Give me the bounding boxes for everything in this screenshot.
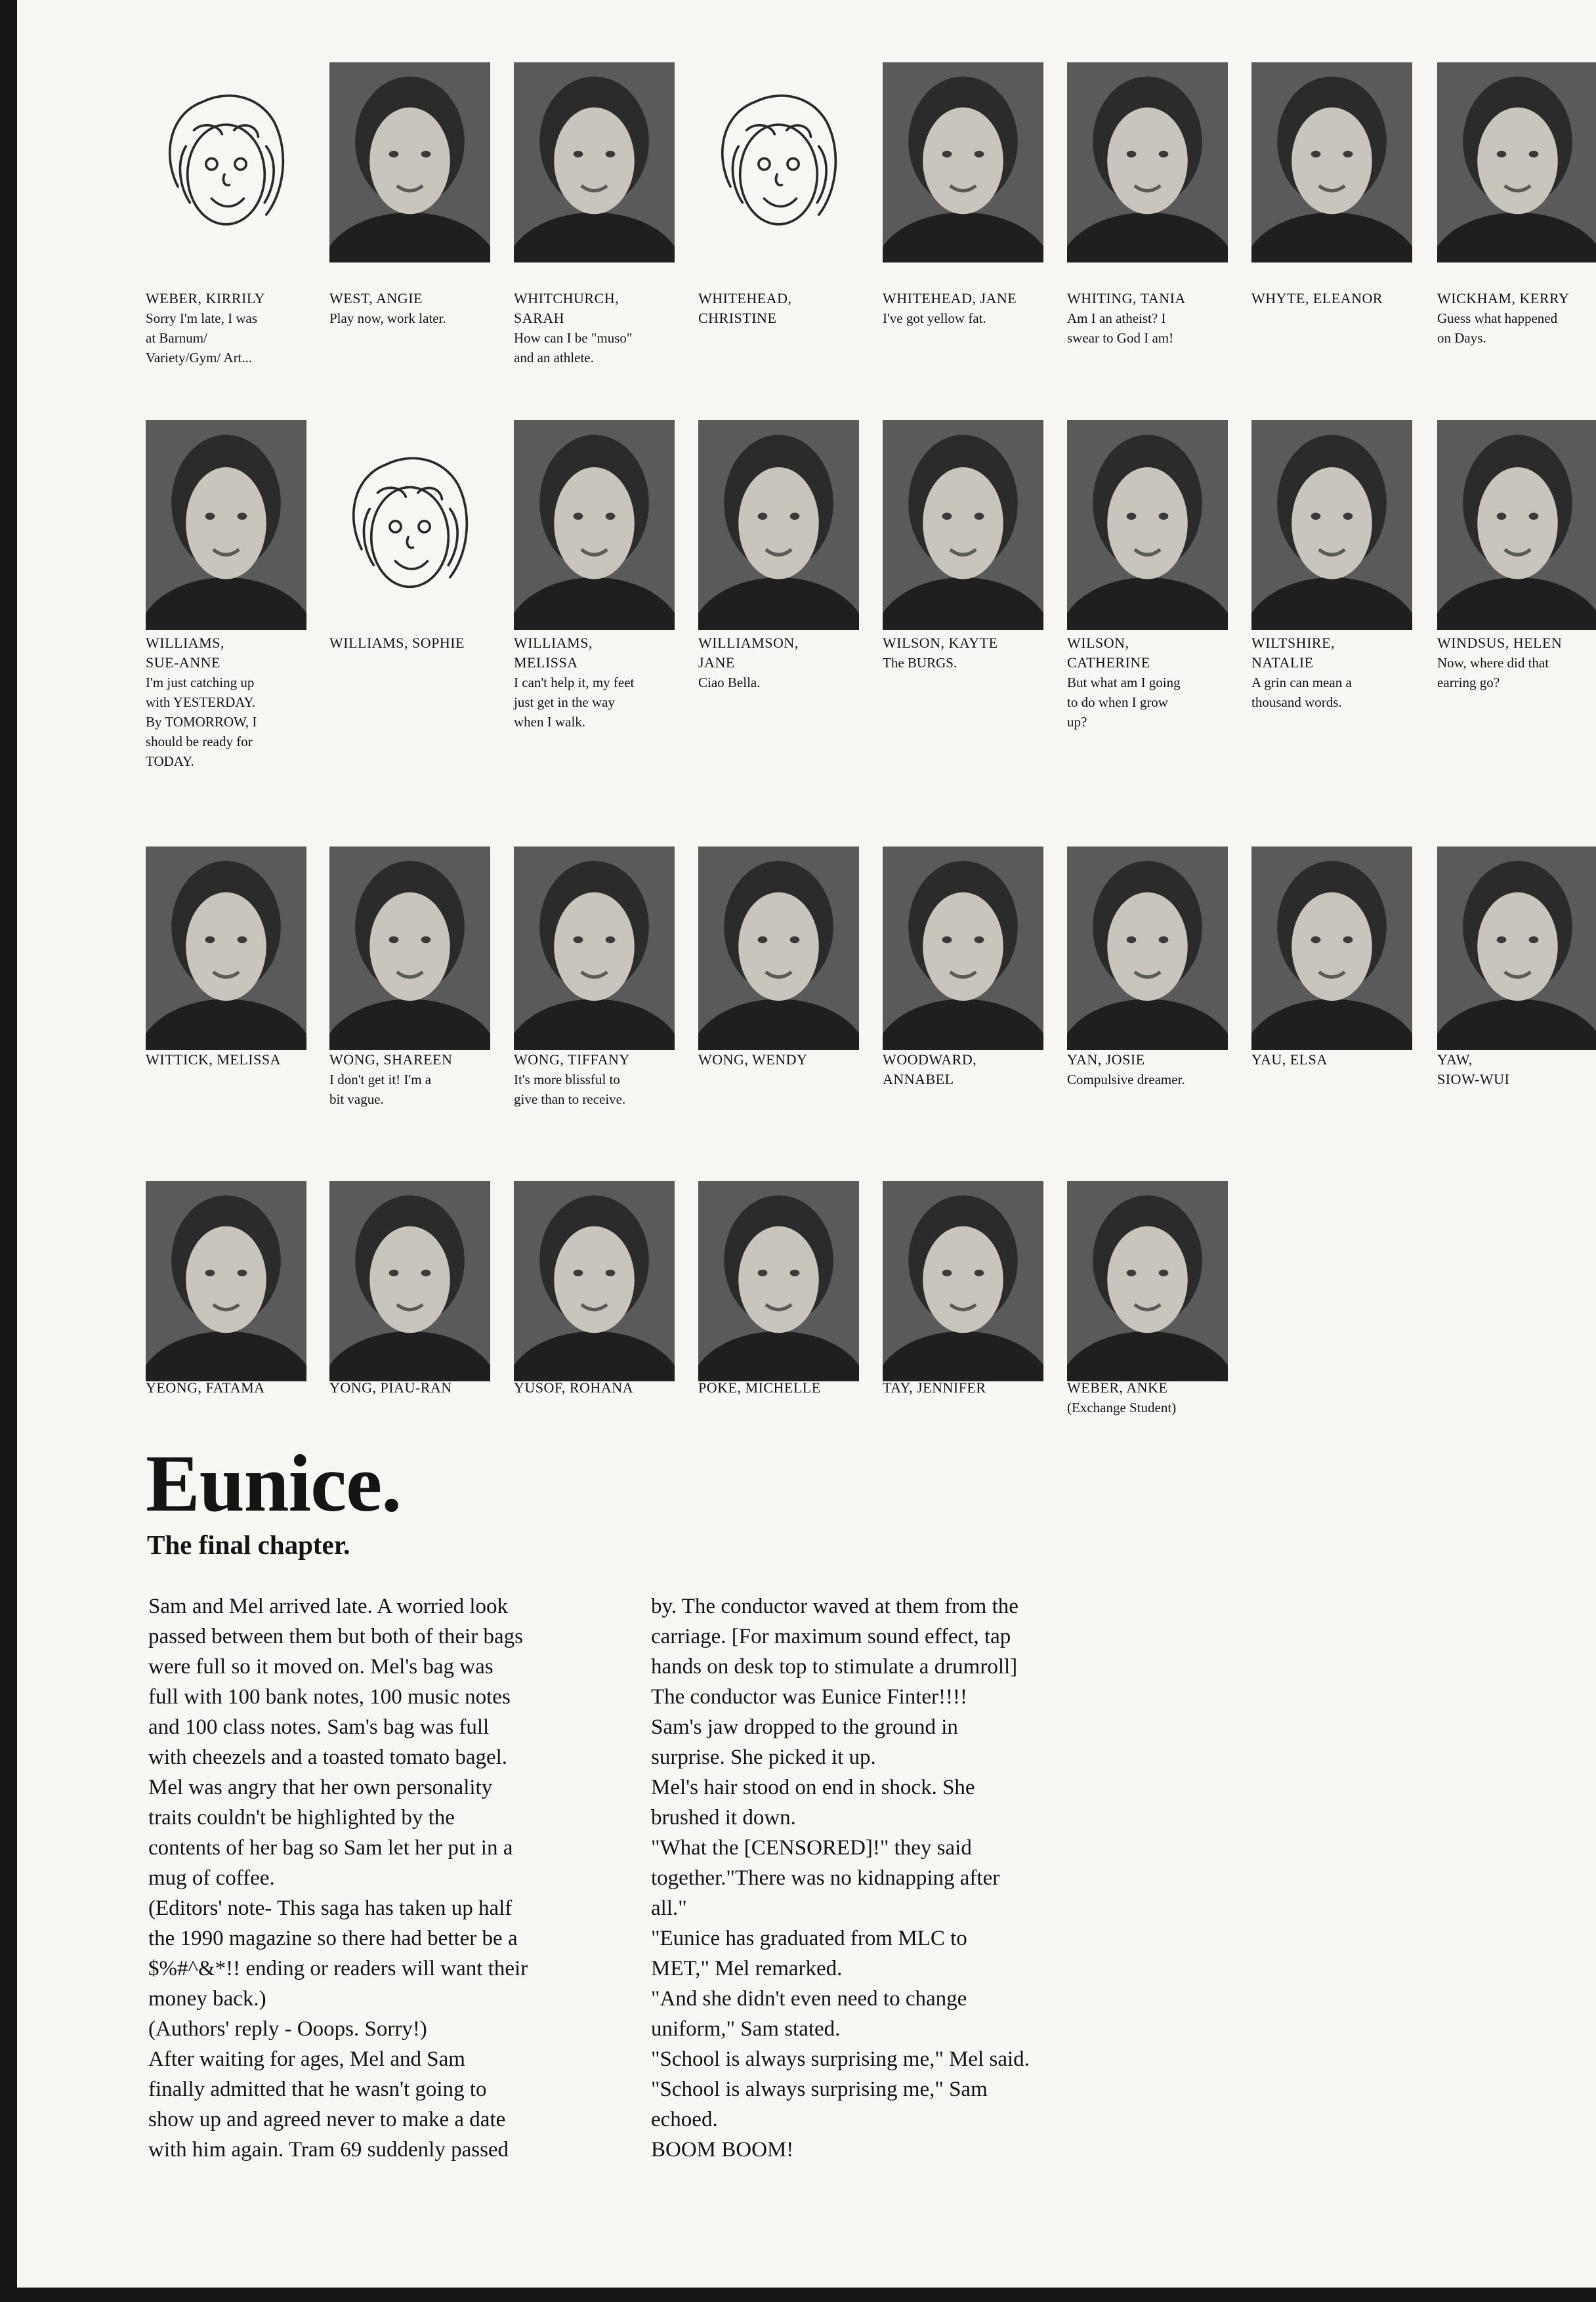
student-photo	[514, 847, 675, 1050]
student-name: YAU, ELSA	[1251, 1051, 1328, 1068]
article-subtitle: The final chapter.	[147, 1530, 350, 1560]
student-photo	[883, 847, 1043, 1050]
student-quote: I've got yellow fat.	[883, 310, 986, 326]
student-name: WONG, TIFFANY	[514, 1051, 630, 1068]
student-name: WILSON, KAYTE	[883, 635, 998, 651]
page-binding-edge	[0, 0, 17, 2302]
student-quote: How can I be "muso" and an athlete.	[514, 330, 633, 366]
student-photo	[698, 420, 859, 630]
sketch-portrait	[698, 62, 859, 262]
student-photo	[146, 1181, 306, 1381]
student-name: POKE, MICHELLE	[698, 1379, 821, 1396]
student-name: WILTSHIRE, NATALIE	[1251, 635, 1335, 671]
student-photo	[329, 847, 490, 1050]
student-quote: Now, where did that earring go?	[1437, 655, 1549, 690]
student-name: WHITEHEAD, JANE	[883, 290, 1017, 306]
student-photo	[1437, 847, 1596, 1050]
student-photo	[514, 420, 675, 630]
student-name: WINDSUS, HELEN	[1437, 635, 1563, 651]
student-photo	[1251, 62, 1412, 262]
student-photo	[883, 420, 1043, 630]
student-quote: A grin can mean a thousand words.	[1251, 675, 1352, 710]
student-name: WHITING, TANIA	[1067, 290, 1186, 306]
student-quote: Guess what happened on Days.	[1437, 310, 1558, 346]
student-name: WICKHAM, KERRY	[1437, 290, 1570, 306]
student-name: YAN, JOSIE	[1067, 1051, 1145, 1068]
sketch-portrait	[329, 420, 490, 630]
student-name: WILLIAMS, MELISSA	[514, 635, 593, 671]
student-photo	[514, 62, 675, 262]
article-column-1: Sam and Mel arrived late. A worried look passed between them but both of their bags were full so it moved on. Mel's bag was full with 100 bank notes, 100 music notes and 100 class notes. Sam's bag was full with cheezels and a toasted tomato bagel. Mel was angry that her own personality traits couldn't be highlighted by the contents of her bag so Sam let her put in a mug of coffee. (Editors' note- This saga has taken up half the 1990 magazine so there had better be a $%#^&*!! ending or readers will want their money back.) (Authors' reply - Ooops. Sorry!) After waiting for ages, Mel and Sam finally admitted that he wasn't going to show up and agreed never to make a date with him again. Tram 69 suddenly passed	[148, 1595, 528, 2162]
student-photo	[146, 847, 306, 1050]
student-photo	[1067, 847, 1228, 1050]
student-quote: But what am I going to do when I grow up?	[1067, 675, 1181, 730]
student-name: WILLIAMS, SOPHIE	[329, 635, 465, 651]
student-photo	[329, 62, 490, 262]
student-photo	[883, 62, 1043, 262]
student-photo	[883, 1181, 1043, 1381]
student-quote: Play now, work later.	[329, 310, 446, 326]
student-name: WEST, ANGIE	[329, 290, 423, 306]
student-photo	[1251, 847, 1412, 1050]
student-quote: I don't get it! I'm a bit vague.	[329, 1072, 432, 1107]
student-name: WILLIAMSON, JANE	[698, 635, 799, 671]
student-name: WHITCHURCH, SARAH	[514, 290, 620, 326]
student-name: YONG, PIAU-RAN	[329, 1379, 452, 1396]
student-quote: (Exchange Student)	[1067, 1400, 1177, 1415]
student-name: WILSON, CATHERINE	[1067, 635, 1150, 671]
student-name: TAY, JENNIFER	[883, 1379, 986, 1396]
student-name: WITTICK, MELISSA	[146, 1051, 281, 1068]
student-quote: It's more blissful to give than to receive.	[514, 1072, 626, 1107]
student-quote: Sorry I'm late, I was at Barnum/ Variety/Gym/ Art...	[146, 310, 257, 366]
student-photo	[1251, 420, 1412, 630]
scan-bottom-edge	[0, 2288, 1596, 2302]
student-name: YEONG, FATAMA	[146, 1379, 265, 1396]
student-photo	[514, 1181, 675, 1381]
student-photo	[329, 1181, 490, 1381]
student-name: WHYTE, ELEANOR	[1251, 290, 1383, 306]
student-photo	[1437, 62, 1596, 262]
student-photo	[1067, 420, 1228, 630]
student-quote: I'm just catching up with YESTERDAY. By TOMORROW, I should be ready for TODAY.	[146, 675, 257, 769]
student-photo	[1437, 420, 1596, 630]
article-title: Eunice.	[146, 1438, 402, 1528]
student-quote: The BURGS.	[883, 655, 957, 671]
sketch-portrait	[146, 62, 306, 262]
student-quote: I can't help it, my feet just get in the way when I walk.	[514, 675, 635, 730]
student-photo	[698, 847, 859, 1050]
student-name: WEBER, ANKE	[1067, 1379, 1168, 1396]
article-column-2: by. The conductor waved at them from the carriage. [For maximum sound effect, tap hands on desk top to stimulate a drumroll] The conductor was Eunice Finter!!!! Sam's jaw dropped to the ground in surprise. She picked it up. Mel's hair stood on end in shock. She brushed it down. "What the [CENSORED]!" they said together."There was no kidnapping after all." "Eunice has graduated from MLC to MET," Mel remarked. "And she didn't even need to change uniform," Sam stated. "School is always surprising me," Mel said. "School is always surprising me," Sam echoed. BOOM BOOM!	[651, 1595, 1030, 2162]
student-name: WOODWARD, ANNABEL	[883, 1051, 977, 1087]
student-name: WHITEHEAD, CHRISTINE	[698, 290, 792, 326]
student-quote: Ciao Bella.	[698, 675, 761, 690]
student-photo	[146, 420, 306, 630]
student-name: YAW, SIOW-WUI	[1437, 1051, 1510, 1087]
student-name: WONG, SHAREEN	[329, 1051, 453, 1068]
student-quote: Am I an atheist? I swear to God I am!	[1067, 310, 1174, 346]
student-name: YUSOF, ROHANA	[514, 1379, 633, 1396]
student-name: WONG, WENDY	[698, 1051, 808, 1068]
student-name: WILLIAMS, SUE-ANNE	[146, 635, 224, 671]
student-photo	[1067, 62, 1228, 262]
student-photo	[1067, 1181, 1228, 1381]
student-name: WEBER, KIRRILY	[146, 290, 266, 306]
student-quote: Compulsive dreamer.	[1067, 1072, 1185, 1087]
student-photo	[698, 1181, 859, 1381]
